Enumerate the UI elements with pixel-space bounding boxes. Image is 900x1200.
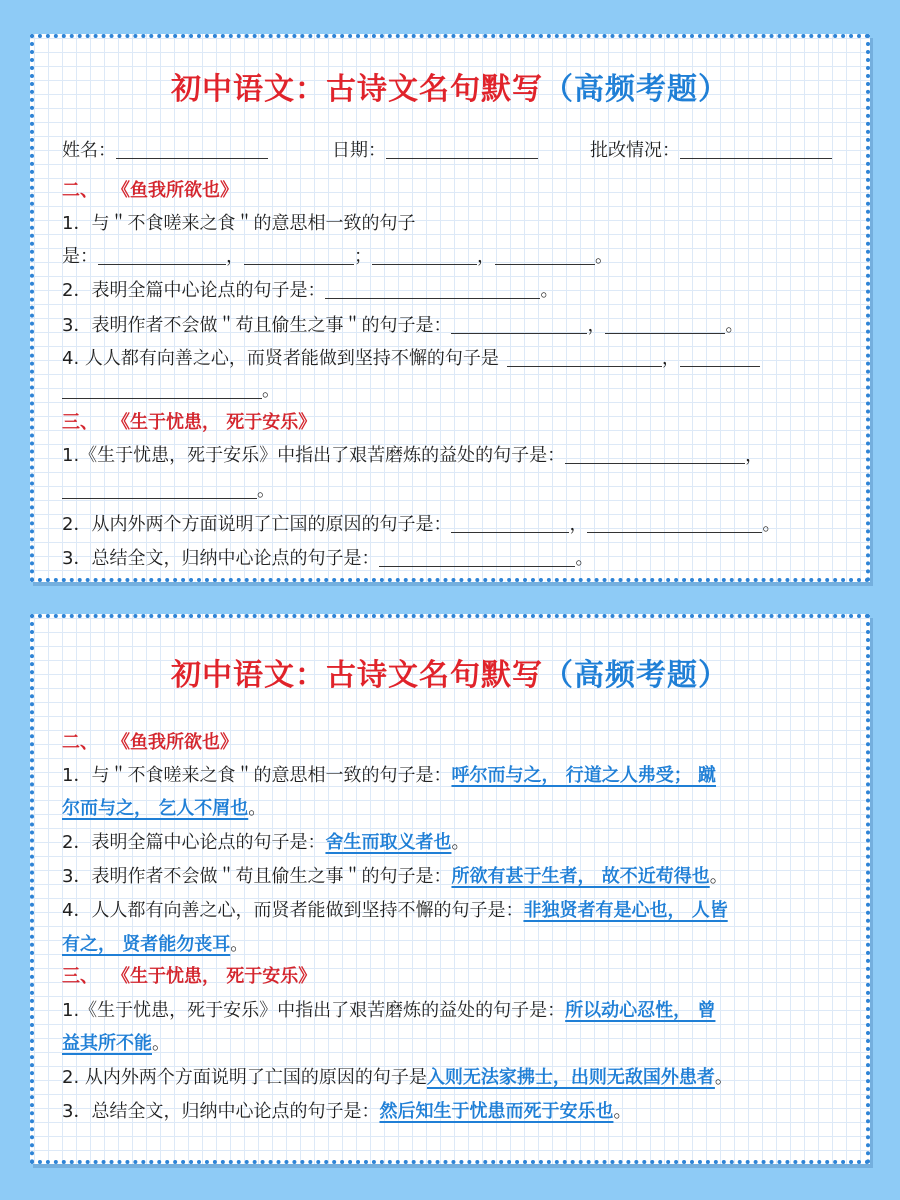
answer-blank[interactable]: [62, 381, 262, 399]
section-number: 二、: [62, 732, 98, 753]
question-text: 4. 人人都有向善之心，而贤者能做到坚持不懈的句子是: [62, 348, 499, 369]
question-text: 1．与＂不食嗟来之食＂的意思相一致的句子是：: [62, 765, 452, 786]
punct: 。: [451, 832, 470, 853]
punct: ，: [661, 348, 680, 369]
answer-blank[interactable]: [451, 316, 587, 334]
question-2: [62, 278, 558, 304]
title-main: 初中语文：古诗文名句默写: [171, 72, 543, 107]
question-text: 1.《生于忧患，死于安乐》中指出了艰苦磨炼的益处的句子是：: [62, 1000, 566, 1021]
worksheet-title: [34, 64, 866, 108]
question-text: 2. 从内外两个方面说明了亡国的原因的句子是: [62, 1067, 427, 1088]
answer-2: [62, 830, 469, 856]
section-heading: [62, 410, 316, 436]
answer-4-cont: [62, 932, 248, 958]
question-text: 3．表明作者不会做＂苟且偷生之事＂的句子是：: [62, 315, 452, 336]
answer-6: [62, 1065, 733, 1091]
question-1-blanks: [62, 244, 613, 270]
answer-7: [62, 1099, 631, 1125]
punct: 。: [709, 866, 728, 887]
grading-field: [590, 138, 832, 164]
answer-blank[interactable]: [565, 446, 745, 464]
date-blank[interactable]: [386, 141, 538, 159]
answer-text: 所欲有甚于生者， 故不近苟得也: [451, 866, 710, 887]
grading-label: 批改情况：: [590, 140, 680, 161]
date-label: 日期：: [332, 140, 386, 161]
section-title: 《鱼我所欲也》: [112, 180, 238, 201]
title-paren: （高频考题）: [543, 658, 729, 693]
question-text: 4．人人都有向善之心，而贤者能做到坚持不懈的句子是：: [62, 900, 524, 921]
question-text: 是：: [62, 246, 98, 267]
answer-1: [62, 763, 716, 789]
name-label: 姓名：: [62, 140, 116, 161]
answer-blank[interactable]: [325, 281, 540, 299]
section-heading: [62, 178, 238, 204]
answer-5: [62, 998, 715, 1024]
answer-text: 非独贤者有是心也， 人皆: [523, 900, 728, 921]
answer-text: 舍生而取义者也: [325, 832, 452, 853]
name-blank[interactable]: [116, 141, 268, 159]
question-3: [62, 313, 743, 339]
answer-blank[interactable]: [587, 515, 762, 533]
title-main: 初中语文：古诗文名句默写: [171, 658, 543, 693]
title-paren: （高频考题）: [543, 72, 729, 107]
answer-blank[interactable]: [495, 247, 595, 265]
answer-text: 呼尔而与之， 行道之人弗受； 蹴: [451, 765, 716, 786]
punct: 。: [230, 934, 249, 955]
answer-text: 入则无法家拂士，出则无敌国外患者: [426, 1067, 715, 1088]
question-text: 1．与＂不食嗟来之食＂的意思相一致的句子: [62, 213, 416, 234]
answer-text: 所以动心忍性， 曾: [565, 1000, 716, 1021]
question-5: [62, 443, 763, 469]
answer-text: 尔而与之， 乞人不屑也: [62, 798, 249, 819]
question-text: 2．从内外两个方面说明了亡国的原因的句子是：: [62, 514, 452, 535]
question-text: 2．表明全篇中心论点的句子是：: [62, 832, 326, 853]
punct: 。: [595, 246, 613, 267]
punct: 。: [613, 1101, 632, 1122]
section-heading: [62, 964, 316, 990]
section-title: 《鱼我所欲也》: [112, 732, 238, 753]
punct: ，: [745, 445, 764, 466]
punct: 。: [257, 480, 275, 501]
answer-text: 有之， 贤者能勿丧耳: [62, 934, 231, 955]
punct: ，: [477, 246, 495, 267]
section-number: 三、: [62, 412, 98, 433]
question-4-cont: [62, 378, 280, 404]
section-number: 二、: [62, 180, 98, 201]
answer-key-card: [30, 614, 870, 1164]
section-number: 三、: [62, 966, 98, 987]
answer-blank[interactable]: [451, 515, 569, 533]
answer-key-title: [34, 650, 866, 694]
question-text: 2．表明全篇中心论点的句子是：: [62, 280, 326, 301]
question-6: [62, 512, 780, 538]
question-text: 3．表明作者不会做＂苟且偷生之事＂的句子是：: [62, 866, 452, 887]
punct: 。: [152, 1033, 170, 1054]
answer-blank[interactable]: [62, 481, 257, 499]
answer-5-cont: [62, 1031, 170, 1057]
question-1: [62, 211, 415, 237]
answer-text: 然后知生于忧患而死于安乐也: [379, 1101, 614, 1122]
answer-4: [62, 898, 728, 924]
punct: ，: [587, 315, 606, 336]
punct: 。: [762, 514, 781, 535]
grading-blank[interactable]: [680, 141, 832, 159]
name-field: [62, 138, 268, 164]
answer-1-cont: [62, 796, 266, 822]
punct: 。: [262, 380, 280, 401]
question-text: 3．总结全文，归纳中心论点的句子是：: [62, 1101, 380, 1122]
question-5-cont: [62, 478, 275, 504]
punct: 。: [575, 548, 594, 569]
punct: 。: [248, 798, 267, 819]
question-4: [62, 346, 760, 372]
answer-blank[interactable]: [244, 247, 354, 265]
punct: 。: [714, 1067, 733, 1088]
date-field: [332, 138, 538, 164]
question-7: [62, 546, 593, 572]
punct: ，: [226, 246, 244, 267]
question-text: 3．总结全文，归纳中心论点的句子是：: [62, 548, 380, 569]
punct: ；: [354, 246, 372, 267]
answer-blank[interactable]: [680, 349, 760, 367]
punct: 。: [725, 315, 744, 336]
answer-blank[interactable]: [98, 247, 226, 265]
answer-text: 益其所不能: [62, 1033, 152, 1054]
answer-blank[interactable]: [379, 549, 575, 567]
answer-3: [62, 864, 728, 890]
section-heading: [62, 730, 238, 756]
punct: ，: [569, 514, 588, 535]
section-title: 《生于忧患， 死于安乐》: [112, 966, 317, 987]
punct: 。: [540, 280, 559, 301]
question-text: 1.《生于忧患，死于安乐》中指出了艰苦磨炼的益处的句子是：: [62, 445, 566, 466]
worksheet-card: [30, 34, 870, 582]
answer-blank[interactable]: [605, 316, 725, 334]
section-title: 《生于忧患， 死于安乐》: [112, 412, 317, 433]
answer-blank[interactable]: [372, 247, 477, 265]
answer-blank[interactable]: [507, 349, 662, 367]
